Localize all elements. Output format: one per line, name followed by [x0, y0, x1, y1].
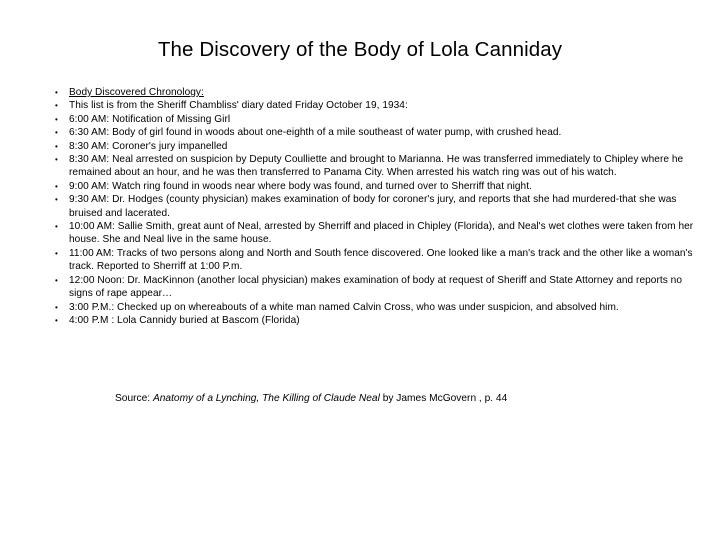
list-item	[56, 86, 696, 99]
list-item-text: 11:00 AM: Tracks of two persons along and North and South fence discovered. One looked like a man's track and the other like a woman's track. Reported to Sherriff at 1:00 P.m.	[69, 247, 693, 273]
list-item-text: 3:00 P.M.: Checked up on whereabouts of a white man named Calvin Cross, who was under suspicion, and absolved him.	[69, 301, 619, 313]
list-item-text: This list is from the Sheriff Chambliss' diary dated Friday October 19, 1934:	[69, 100, 408, 112]
list-item	[56, 153, 696, 180]
list-item	[56, 274, 696, 301]
bullet-marker: •	[55, 222, 58, 232]
slide-title: The Discovery of the Body of Lola Canniday	[157, 38, 563, 61]
bullet-marker: •	[55, 195, 58, 205]
list-item-text: 6:30 AM: Body of girl found in woods about one-eighth of a mile southeast of water pump, with crushed head.	[69, 127, 562, 139]
list-item	[56, 220, 696, 247]
bullet-marker: •	[55, 275, 58, 285]
list-item	[56, 99, 696, 112]
list-item	[56, 113, 696, 126]
source-citation	[115, 392, 705, 406]
bullet-marker: •	[55, 141, 58, 151]
bullet-marker: •	[55, 315, 58, 325]
bullet-marker: •	[55, 302, 58, 312]
bullet-marker: •	[55, 114, 58, 124]
list-item	[56, 193, 696, 220]
list-item-text: 9:00 AM: Watch ring found in woods near where body was found, and turned over to Sherriff that night.	[69, 180, 532, 192]
list-item	[56, 314, 696, 327]
list-item	[56, 301, 696, 314]
list-item-text: 10:00 AM: Sallie Smith, great aunt of Neal, arrested by Sherriff and placed in Chipley (Florida), and Neal's wet clothes were taken from her house. She and Neal live in the same house.	[69, 221, 694, 246]
list-item	[56, 140, 696, 153]
bullet-marker: •	[55, 155, 58, 165]
list-item	[56, 180, 696, 193]
list-item-text: 4:00 P.M : Lola Cannidy buried at Bascom (Florida)	[69, 314, 300, 326]
list-item-text: Body Discovered Chronology:	[69, 87, 204, 98]
bullet-marker: •	[55, 88, 58, 97]
list-item-text: 12:00 Noon: Dr. MacKinnon (another local physician) makes examination of body at request of Sheriff and State Attorney and reports no signs of rape appear…	[69, 274, 683, 300]
list-item-text: 8:30 AM: Coroner's jury impanelled	[69, 140, 228, 152]
chronology-list	[56, 86, 696, 327]
list-item-text: 8:30 AM: Neal arrested on suspicion by Deputy Coulliette and brought to Marianna. He was transferred immediately to Chipley where he remained about an hour, and he was then transferred to Panama City. When arrested his watch ring was out of his watch.	[69, 154, 684, 179]
list-item	[56, 126, 696, 139]
list-item-text: 9:30 AM: Dr. Hodges (county physician) makes examination of body for coroner's jury, and reports that she had murdered-that she was bruised and lacerated.	[69, 194, 677, 219]
source-book-title: Anatomy of a Lynching, The Killing of Claude Neal	[152, 393, 380, 404]
source-suffix: by James McGovern , p. 44	[379, 393, 508, 404]
list-item	[56, 247, 696, 274]
source-prefix: Source:	[115, 393, 153, 404]
bullet-marker: •	[55, 128, 58, 138]
bullet-marker: •	[55, 248, 58, 258]
bullet-marker: •	[55, 181, 58, 191]
bullet-marker: •	[55, 101, 58, 111]
list-item-text: 6:00 AM: Notification of Missing Girl	[69, 113, 231, 125]
